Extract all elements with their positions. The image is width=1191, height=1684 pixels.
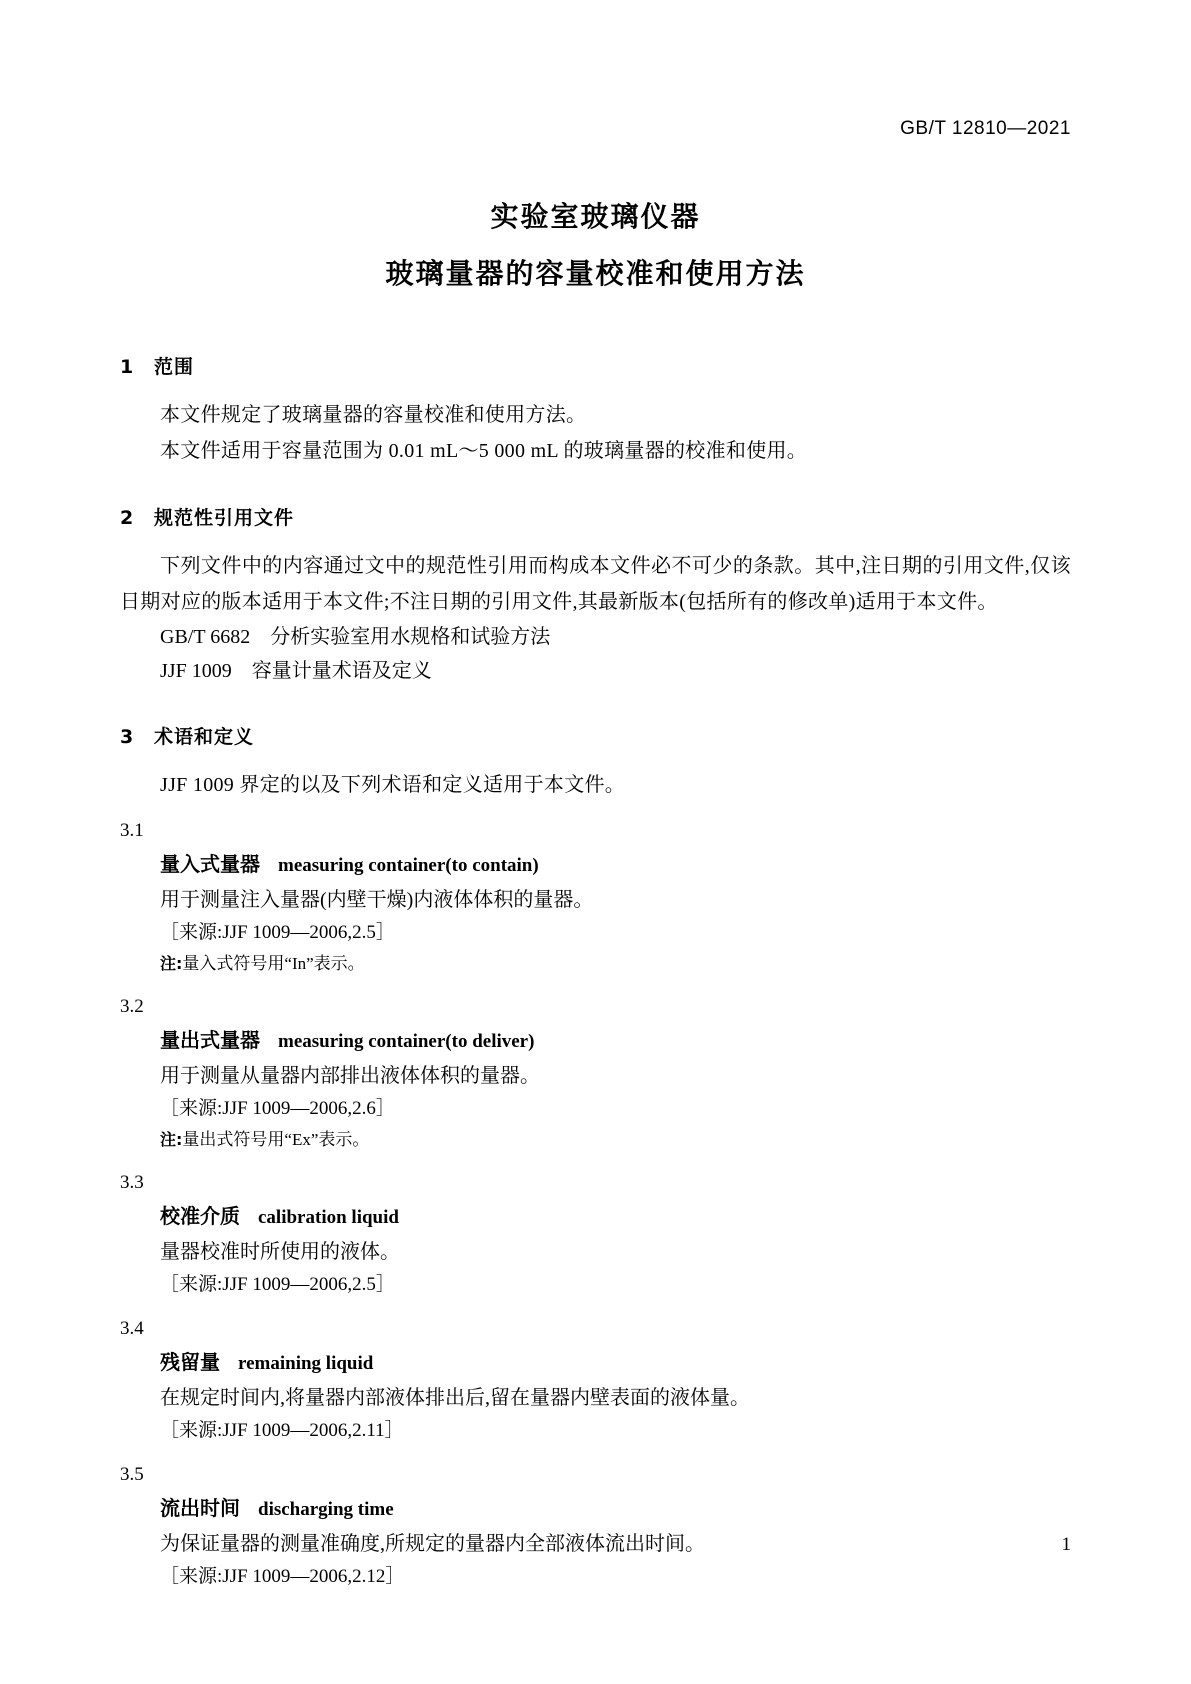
term-source: ［来源:JJF 1009—2006,2.5］ bbox=[160, 922, 395, 943]
term-source: ［来源:JJF 1009—2006,2.5］ bbox=[160, 1274, 395, 1295]
term-name-cn: 校准介质 bbox=[160, 1204, 240, 1228]
term-name-en: measuring container(to contain) bbox=[278, 855, 539, 876]
term-name bbox=[120, 1345, 1071, 1381]
section-1-paragraph-2: 本文件适用于容量范围为 0.01 mL～5 000 mL 的玻璃量器的校准和使用。 bbox=[160, 440, 808, 462]
term-name bbox=[120, 1199, 1071, 1235]
term-name-cn: 量入式量器 bbox=[160, 852, 260, 876]
term-number: 3.1 bbox=[120, 820, 144, 841]
normative-reference-item-2: JJF 1009 容量计量术语及定义 bbox=[160, 660, 432, 682]
section-number-1: 1 bbox=[120, 356, 135, 378]
term-number: 3.5 bbox=[120, 1464, 144, 1485]
term-definition: 量器校准时所使用的液体。 bbox=[160, 1241, 400, 1263]
section-heading-2 bbox=[120, 503, 1071, 530]
term-name-cn: 流出时间 bbox=[160, 1496, 240, 1520]
section-1-paragraph-1: 本文件规定了玻璃量器的容量校准和使用方法。 bbox=[160, 404, 587, 426]
term-source: ［来源:JJF 1009—2006,2.6］ bbox=[160, 1098, 395, 1119]
term-name bbox=[120, 1023, 1071, 1059]
document-title bbox=[120, 195, 1071, 292]
section-number-3: 3 bbox=[120, 726, 135, 748]
title-line-1: 实验室玻璃仪器 bbox=[490, 200, 701, 233]
term-note-text: 量出式符号用“Ex”表示。 bbox=[182, 1130, 370, 1149]
term-note-text: 量入式符号用“In”表示。 bbox=[182, 954, 365, 973]
normative-reference-item-1: GB/T 6682 分析实验室用水规格和试验方法 bbox=[160, 626, 551, 648]
term-definition: 用于测量从量器内部排出液体体积的量器。 bbox=[160, 1065, 540, 1087]
term-note bbox=[120, 949, 1071, 979]
document-body bbox=[120, 195, 1071, 1593]
term-number: 3.3 bbox=[120, 1172, 144, 1193]
term-name-cn: 残留量 bbox=[160, 1350, 220, 1374]
term-name bbox=[120, 847, 1071, 883]
section-heading-3 bbox=[120, 722, 1071, 749]
term-number: 3.4 bbox=[120, 1318, 144, 1339]
section-title-1: 范围 bbox=[154, 356, 195, 378]
term-number: 3.2 bbox=[120, 996, 144, 1017]
section-heading-1 bbox=[120, 352, 1071, 379]
section-2-paragraph-1: 下列文件中的内容通过文中的规范性引用而构成本文件必不可少的条款。其中,注日期的引用文件,仅该日期对应的版本适用于本文件;不注日期的引用文件,其最新版本(包括所有的修改单)适用于本文件。 bbox=[120, 555, 1071, 613]
section-title-3: 术语和定义 bbox=[154, 726, 255, 748]
section-3-paragraph-1: JJF 1009 界定的以及下列术语和定义适用于本文件。 bbox=[160, 774, 626, 796]
term-name-en: discharging time bbox=[258, 1499, 394, 1520]
term-name-en: remaining liquid bbox=[238, 1353, 374, 1374]
page-header-standard-number: GB/T 12810—2021 bbox=[900, 118, 1071, 139]
term-definition: 用于测量注入量器(内壁干燥)内液体体积的量器。 bbox=[160, 889, 594, 911]
term-note-label: 注: bbox=[160, 954, 183, 973]
section-title-2: 规范性引用文件 bbox=[154, 507, 295, 529]
term-source: ［来源:JJF 1009—2006,2.12］ bbox=[160, 1566, 405, 1587]
term-source: ［来源:JJF 1009—2006,2.11］ bbox=[160, 1420, 404, 1441]
term-name-en: calibration liquid bbox=[258, 1207, 399, 1228]
term-name bbox=[120, 1491, 1071, 1527]
term-name-en: measuring container(to deliver) bbox=[278, 1031, 535, 1052]
page-number: 1 bbox=[1061, 1534, 1071, 1555]
term-definition: 为保证量器的测量准确度,所规定的量器内全部液体流出时间。 bbox=[160, 1533, 705, 1555]
term-note-label: 注: bbox=[160, 1130, 183, 1149]
term-definition: 在规定时间内,将量器内部液体排出后,留在量器内壁表面的液体量。 bbox=[160, 1387, 750, 1409]
term-note bbox=[120, 1125, 1071, 1155]
term-name-cn: 量出式量器 bbox=[160, 1028, 260, 1052]
section-number-2: 2 bbox=[120, 507, 135, 529]
title-line-2: 玻璃量器的容量校准和使用方法 bbox=[385, 257, 806, 290]
